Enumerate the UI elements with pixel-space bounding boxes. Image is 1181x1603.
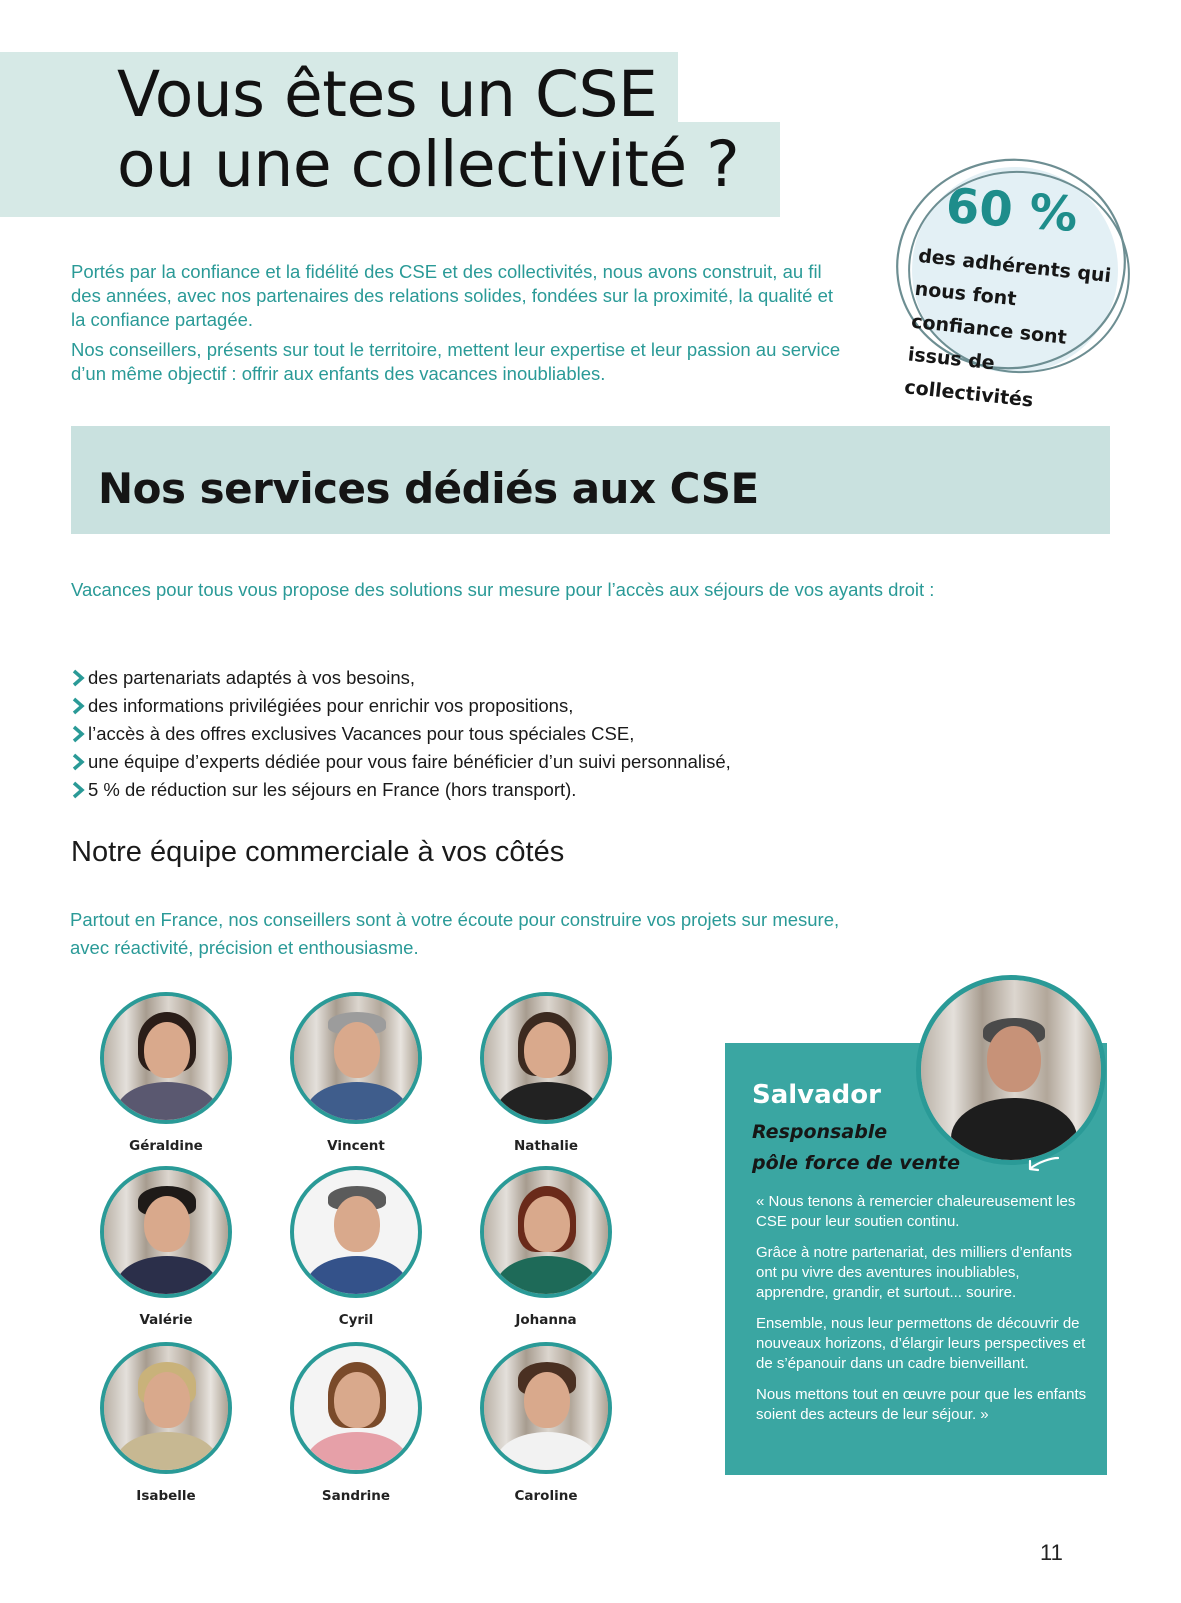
team-member — [96, 1342, 236, 1504]
stat-caption: des adhérents qui nous font confiance sont issus de collectivités — [903, 244, 1113, 412]
intro-paragraph-2: Nos conseillers, présents sur tout le territoire, mettent leur expertise et leur passion au service d’un même objectif : offrir aux enfants des vacances inoubliables. — [71, 339, 841, 384]
team-member — [286, 1166, 426, 1328]
avatar — [480, 1342, 612, 1474]
team-heading: Notre équipe commerciale à vos côtés — [71, 836, 565, 868]
avatar — [100, 1166, 232, 1298]
member-name: Sandrine — [321, 1488, 391, 1504]
quote-paragraph: Grâce à notre partenariat, des milliers d’enfants ont pu vivre des aventures inoubliables, apprendre, grandir, et surtout... sourire. — [756, 1244, 1072, 1301]
avatar — [290, 1166, 422, 1298]
avatar — [100, 992, 232, 1124]
team-member — [286, 1342, 426, 1504]
intro-paragraph-1: Portés par la confiance et la fidélité des CSE et des collectivités, nous avons construit, au fil des années, avec nos partenaires des relations solides, fondées sur la proximité, la qualité et la confiance partagée. — [71, 261, 834, 330]
avatar — [100, 1342, 232, 1474]
team-member — [96, 1166, 236, 1328]
chevron-right-icon — [71, 724, 85, 744]
services-intro: Vacances pour tous vous propose des solutions sur mesure pour l’accès aux séjours de vos ayants droit : — [71, 579, 935, 600]
team-member — [476, 1166, 616, 1328]
chevron-right-icon — [71, 668, 85, 688]
member-name: Géraldine — [129, 1138, 203, 1154]
manager-role-line2: pôle force de vente — [752, 1152, 960, 1174]
list-item-text: une équipe d’experts dédiée pour vous faire bénéficier d’un suivi personnalisé, — [88, 751, 731, 772]
list-item — [71, 748, 731, 776]
list-item-text: 5 % de réduction sur les séjours en France (hors transport). — [88, 779, 577, 800]
chevron-right-icon — [71, 696, 85, 716]
quote-paragraph: Ensemble, nous leur permettons de découvrir de nouveaux horizons, d’élargir leurs perspectives et de s’épanouir dans un cadre bienveillant. — [756, 1315, 1086, 1372]
page-number: 11 — [1040, 1540, 1063, 1565]
member-name: Cyril — [338, 1312, 374, 1328]
arrow-icon — [1025, 1152, 1061, 1176]
page-title-line1: Vous êtes un CSE — [117, 58, 658, 131]
section-title: Nos services dédiés aux CSE — [98, 464, 759, 513]
team-member — [476, 1342, 616, 1504]
quote-paragraph: Nous mettons tout en œuvre pour que les enfants soient des acteurs de leur séjour. » — [756, 1386, 1087, 1423]
team-intro: Partout en France, nos conseillers sont à votre écoute pour construire vos projets sur mesure, avec réactivité, précision et enthousiasme. — [70, 909, 840, 958]
chevron-right-icon — [71, 752, 85, 772]
list-item — [71, 692, 731, 720]
list-item — [71, 720, 731, 748]
manager-quote — [756, 1192, 1096, 1436]
member-name: Nathalie — [514, 1138, 578, 1154]
list-item — [71, 664, 731, 692]
list-item-text: des informations privilégiées pour enrichir vos propositions, — [88, 695, 574, 716]
avatar — [480, 992, 612, 1124]
manager-role-line1: Responsable — [752, 1121, 888, 1143]
member-name: Johanna — [515, 1312, 577, 1328]
list-item — [71, 776, 731, 804]
avatar — [290, 992, 422, 1124]
team-member — [476, 992, 616, 1154]
intro-text — [71, 260, 841, 392]
list-item-text: des partenariats adaptés à vos besoins, — [88, 667, 416, 688]
quote-paragraph: « Nous tenons à remercier chaleureusement les CSE pour leur soutien continu. — [756, 1193, 1076, 1230]
page-title-line2: ou une collectivité ? — [117, 128, 740, 201]
member-name: Caroline — [514, 1488, 578, 1504]
manager-name: Salvador — [752, 1080, 881, 1110]
list-item-text: l’accès à des offres exclusives Vacances pour tous spéciales CSE, — [88, 723, 635, 744]
stat-value: 60 % — [944, 178, 1080, 244]
member-name: Vincent — [327, 1138, 385, 1154]
member-name: Isabelle — [136, 1488, 196, 1504]
services-list — [71, 664, 731, 804]
avatar — [480, 1166, 612, 1298]
team-member — [286, 992, 426, 1154]
member-name: Valérie — [139, 1312, 193, 1328]
team-member — [96, 992, 236, 1154]
manager-role — [752, 1117, 960, 1179]
avatar — [290, 1342, 422, 1474]
chevron-right-icon — [71, 780, 85, 800]
